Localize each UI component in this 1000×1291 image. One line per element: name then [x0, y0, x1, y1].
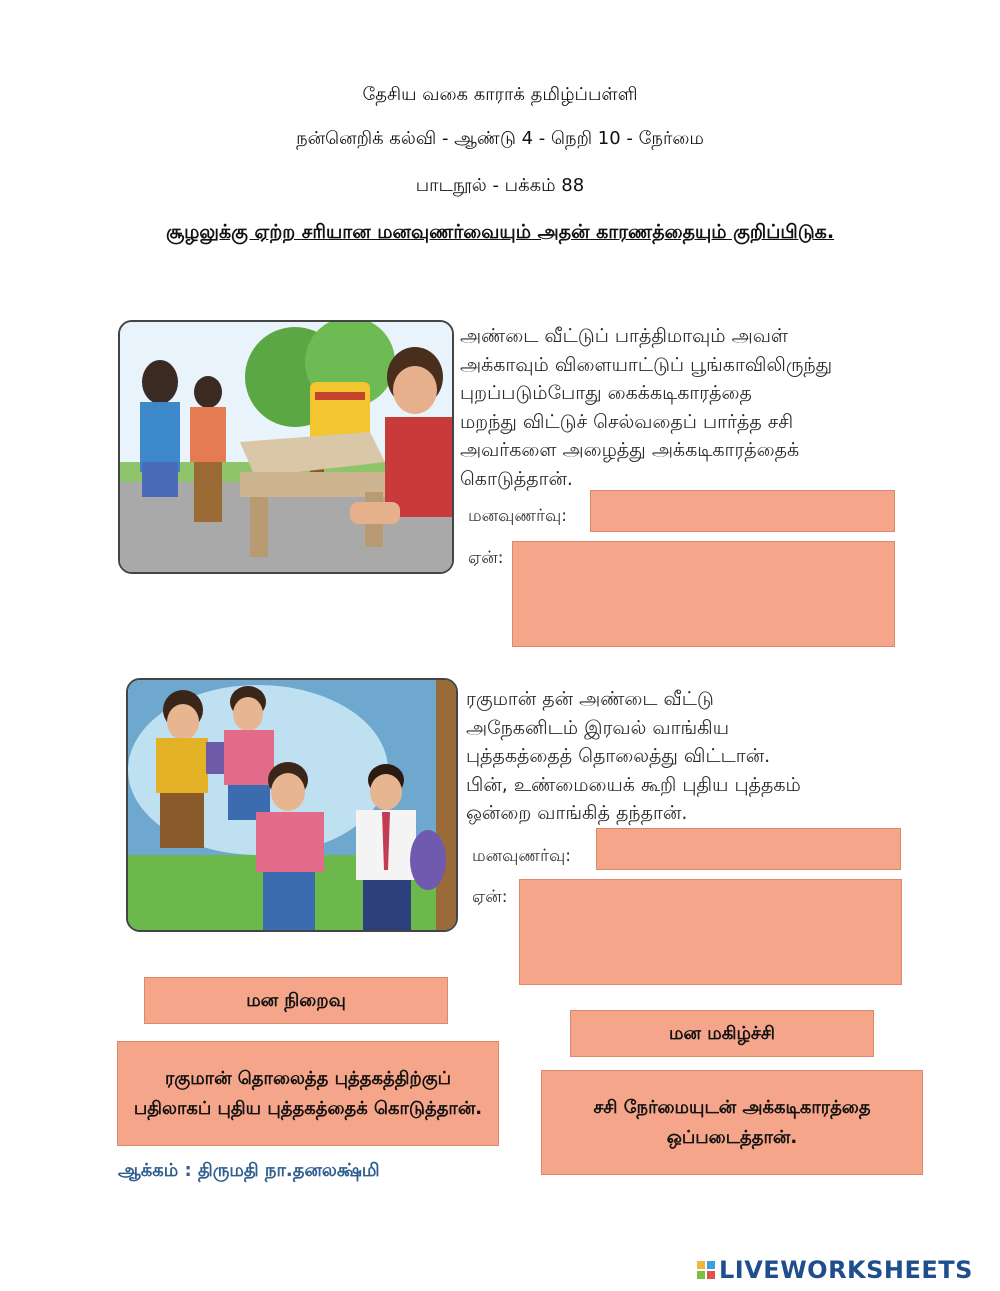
scenario-2-line: பின், உண்மையைக் கூறி புதிய புத்தகம் [466, 773, 801, 796]
scenario-1-line: கொடுத்தான். [460, 467, 573, 490]
brand-name: LIVEWORKSHEETS [719, 1256, 973, 1284]
option-feeling-1[interactable]: மன நிறைவு [144, 977, 448, 1024]
park-illustration [118, 320, 454, 574]
school-name: தேசிய வகை காராக் தமிழ்ப்பள்ளி [362, 84, 638, 105]
scenario-2-line: ஒன்றை வாங்கித் தந்தான். [466, 802, 688, 824]
option-feeling-2[interactable]: மன மகிழ்ச்சி [570, 1010, 874, 1057]
reason-answer-box-1[interactable] [512, 541, 895, 647]
reason-label-2: ஏன்: [472, 887, 508, 907]
reason-label-1: ஏன்: [468, 548, 504, 568]
scenario-1-text [460, 322, 832, 493]
liveworksheets-logo [697, 1256, 973, 1284]
scenario-2-line: ரகுமான் தன் அண்டை வீட்டு [466, 688, 714, 710]
book-illustration [126, 678, 458, 932]
scenario-2-line: அநேகனிடம் இரவல் வாங்கிய [466, 716, 730, 739]
author-credit: ஆக்கம் : திருமதி நா.தனலக்ஷ்மி [118, 1160, 380, 1181]
feeling-answer-box-2[interactable] [596, 828, 901, 870]
subject-line: நன்னெறிக் கல்வி - ஆண்டு 4 - நெறி 10 - நேர்மை [296, 128, 704, 149]
feeling-label-2: மனவுணர்வு: [472, 846, 571, 866]
logo-blocks-icon [697, 1261, 715, 1279]
scenario-1-line: அவர்களை அழைத்து அக்கடிகாரத்தைக் [460, 439, 800, 461]
option-reason-1[interactable]: ரகுமான் தொலைத்த புத்தகத்திற்குப் பதிலாகப் புதிய புத்தகத்தைக் கொடுத்தான். [117, 1041, 499, 1146]
page-reference: பாடநூல் - பக்கம் 88 [415, 175, 585, 196]
feeling-label-1: மனவுணர்வு: [468, 506, 567, 526]
scenario-2-text [466, 685, 801, 828]
reason-answer-box-2[interactable] [519, 879, 902, 985]
scenario-1-line: புறப்படும்போது கைக்கடிகாரத்தை [460, 382, 752, 404]
instruction: சூழலுக்கு ஏற்ற சரியான மனவுணர்வையும் அதன் காரணத்தையும் குறிப்பிடுக. [165, 221, 835, 243]
scenario-1-line: அண்டை வீட்டுப் பாத்திமாவும் அவள் [460, 325, 789, 347]
scenario-1-line: மறந்து விட்டுச் செல்வதைப் பார்த்த சசி [460, 410, 794, 433]
scenario-2-line: புத்தகத்தைத் தொலைத்து விட்டான். [466, 745, 771, 767]
option-reason-2[interactable]: சசி நேர்மையுடன் அக்கடிகாரத்தை ஒப்படைத்தான். [541, 1070, 923, 1175]
feeling-answer-box-1[interactable] [590, 490, 895, 532]
scenario-1-line: அக்காவும் விளையாட்டுப் பூங்காவிலிருந்து [460, 353, 833, 376]
